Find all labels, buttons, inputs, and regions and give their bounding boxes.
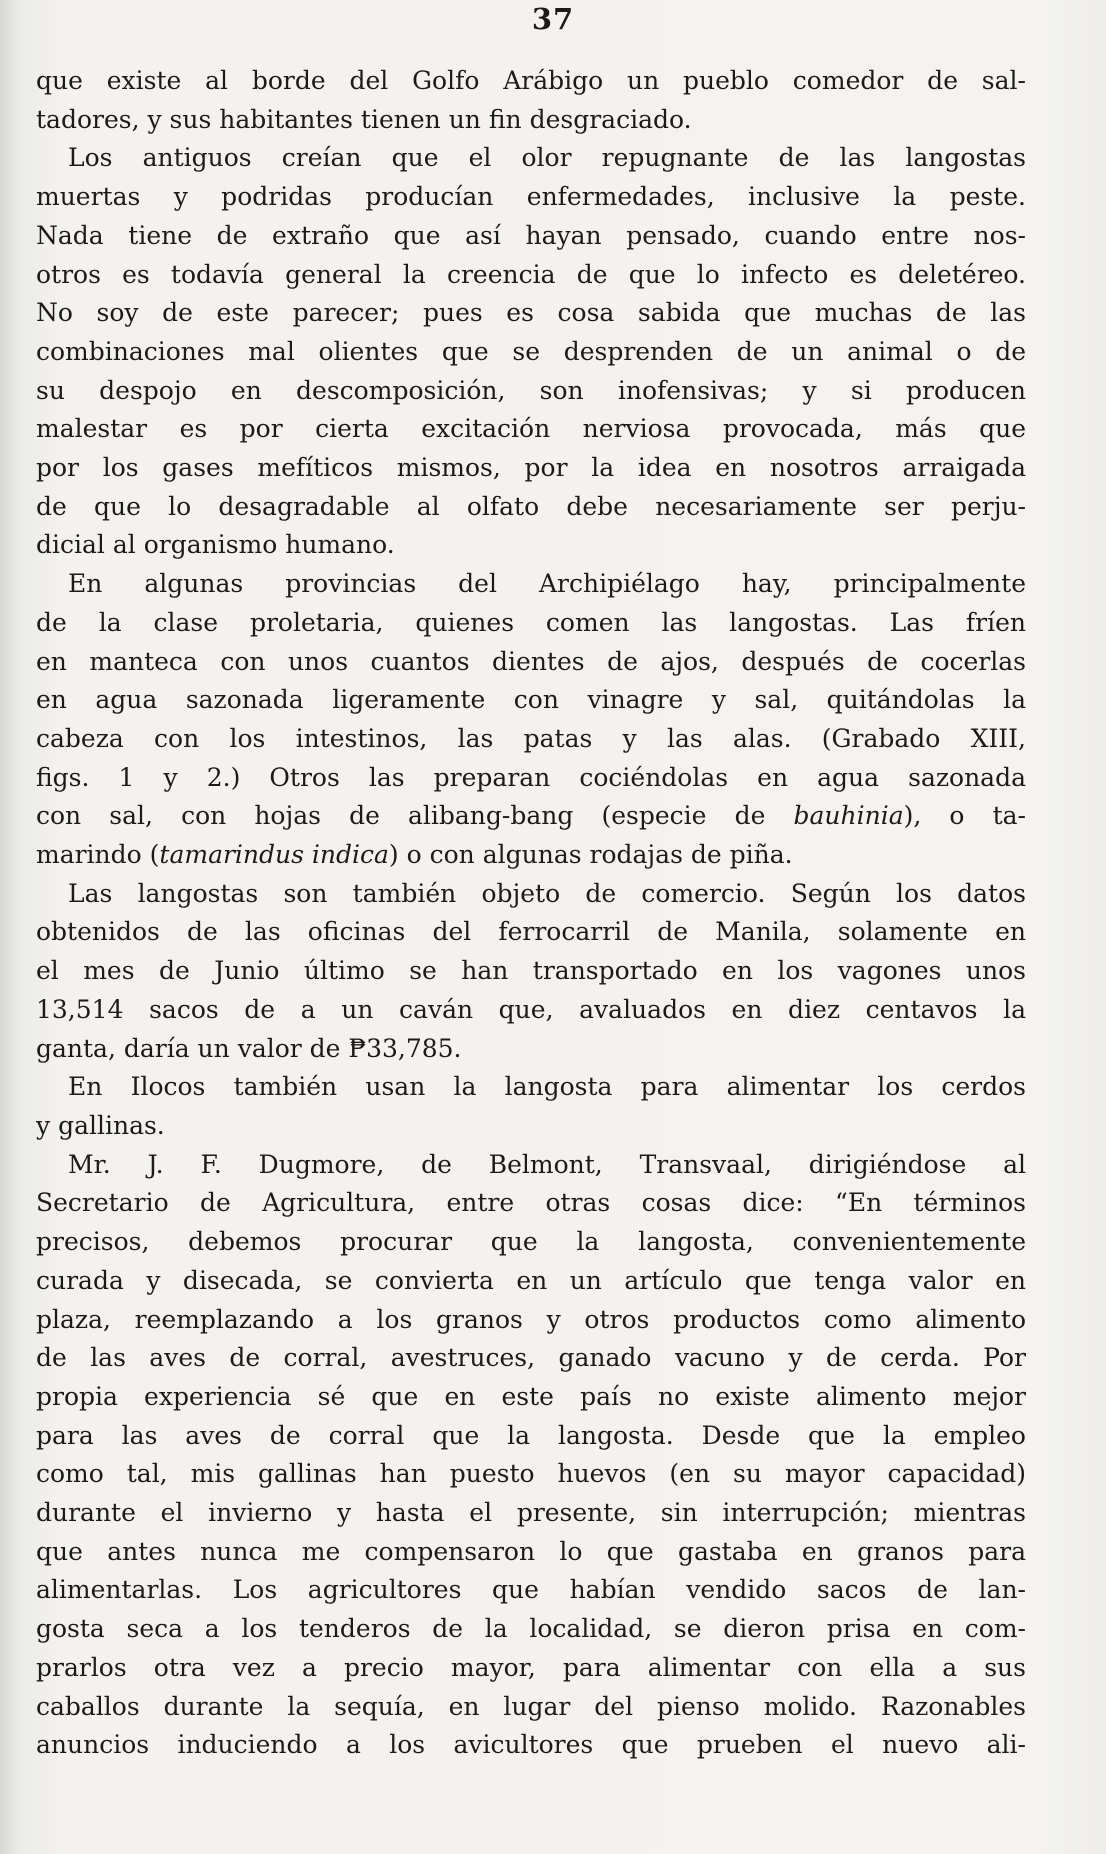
text-line-content: el mes de Junio último se han transportado en los vagones unos: [36, 956, 1026, 986]
text-line-content: otros es todavía general la creencia de que lo infecto es deletéreo.: [36, 259, 1026, 289]
text-line: [36, 643, 1026, 682]
italic-term: tamarindus indica: [159, 840, 389, 870]
text-line: [36, 565, 1026, 604]
text-line: [36, 836, 1026, 875]
text-line: [36, 1726, 1026, 1765]
text-line-content: marindo (: [36, 840, 160, 870]
text-line: [36, 1262, 1026, 1301]
text-line: [36, 604, 1026, 643]
body-text: [36, 62, 1026, 1765]
text-line: [36, 991, 1026, 1030]
text-line: [36, 1068, 1026, 1107]
text-line-content: En Ilocos también usan la langosta para alimentar los cerdos: [68, 1072, 1026, 1102]
text-line-content: tadores, y sus habitantes tienen un fin desgraciado.: [36, 104, 692, 134]
text-line-content: anuncios induciendo a los avicultores que prueben el nuevo ali-: [36, 1730, 1026, 1760]
text-line-content: Mr. J. F. Dugmore, de Belmont, Transvaal, dirigiéndose al: [68, 1149, 1026, 1179]
text-line-content: dicial al organismo humano.: [36, 530, 395, 560]
text-line-content: que antes nunca me compensaron lo que gastaba en granos para: [36, 1536, 1026, 1566]
text-line: [36, 720, 1026, 759]
text-line: [36, 1571, 1026, 1610]
text-line-content: plaza, reemplazando a los granos y otros productos como alimento: [36, 1304, 1026, 1334]
text-line: [36, 1494, 1026, 1533]
text-line: [36, 1688, 1026, 1727]
page-number: 37: [531, 2, 575, 36]
text-line: [36, 1378, 1026, 1417]
text-line: [36, 217, 1026, 256]
text-line: [36, 1533, 1026, 1572]
text-line-content: que existe al borde del Golfo Arábigo un pueblo comedor de sal-: [36, 66, 1026, 95]
text-line: [36, 1223, 1026, 1262]
text-line-content: obtenidos de las oficinas del ferrocarril de Manila, solamente en: [36, 917, 1026, 947]
text-line: [36, 139, 1026, 178]
text-line-content: cabeza con los intestinos, las patas y las alas. (Grabado XIII,: [36, 723, 1026, 753]
text-line: [36, 797, 1026, 836]
text-line-content: 13,514 sacos de a un caván que, avaluados en diez centavos la: [36, 994, 1026, 1024]
text-line: [36, 1107, 1026, 1146]
text-line-content: precisos, debemos procurar que la langosta, convenientemente: [36, 1227, 1026, 1257]
text-line: [36, 875, 1026, 914]
text-line: [36, 952, 1026, 991]
text-line-continuation: ), o ta-: [903, 801, 1026, 831]
text-line: [36, 101, 1026, 140]
text-line: [36, 62, 1026, 101]
text-line-content: prarlos otra vez a precio mayor, para alimentar con ella a sus: [36, 1652, 1026, 1682]
text-line: [36, 913, 1026, 952]
text-line-content: con sal, con hojas de alibang-bang (especie de: [36, 801, 794, 831]
text-line-content: alimentarlas. Los agricultores que habían vendido sacos de lan-: [36, 1575, 1026, 1605]
text-line: [36, 1030, 1026, 1069]
text-line-content: ganta, daría un valor de ₱33,785.: [36, 1033, 462, 1063]
text-line: [36, 178, 1026, 217]
text-line: [36, 449, 1026, 488]
text-line-content: caballos durante la sequía, en lugar del pienso molido. Razonables: [36, 1691, 1026, 1721]
text-line-content: Secretario de Agricultura, entre otras cosas dice: “En términos: [36, 1188, 1026, 1218]
text-line: [36, 333, 1026, 372]
text-line-content: de las aves de corral, avestruces, ganado vacuno y de cerda. Por: [36, 1343, 1026, 1373]
text-line: [36, 759, 1026, 798]
text-line: [36, 294, 1026, 333]
text-line: [36, 1649, 1026, 1688]
text-line: [36, 1610, 1026, 1649]
text-line-content: Nada tiene de extraño que así hayan pensado, cuando entre nos-: [36, 220, 1026, 250]
text-line: [36, 410, 1026, 449]
text-line-content: en agua sazonada ligeramente con vinagre y sal, quitándolas la: [36, 685, 1026, 715]
text-line-content: curada y disecada, se convierta en un artículo que tenga valor en: [36, 1265, 1026, 1295]
text-line-content: combinaciones mal olientes que se desprenden de un animal o de: [36, 336, 1026, 366]
text-line-content: Las langostas son también objeto de comercio. Según los datos: [68, 878, 1026, 908]
italic-term: bauhinia: [793, 801, 904, 831]
text-line: [36, 1455, 1026, 1494]
text-line-content: Los antiguos creían que el olor repugnante de las langostas: [68, 143, 1026, 173]
text-line: [36, 681, 1026, 720]
text-line: [36, 1339, 1026, 1378]
text-line-content: en manteca con unos cuantos dientes de ajos, después de cocerlas: [36, 646, 1026, 676]
text-line-content: propia experiencia sé que en este país no existe alimento mejor: [36, 1381, 1026, 1411]
text-line-content: figs. 1 y 2.) Otros las preparan cociéndolas en agua sazonada: [36, 762, 1026, 792]
text-line: [36, 372, 1026, 411]
text-line-continuation: ) o con algunas rodajas de piña.: [388, 840, 793, 870]
text-line-content: de la clase proletaria, quienes comen las langostas. Las fríen: [36, 607, 1026, 637]
text-line: [36, 1301, 1026, 1340]
text-line-content: como tal, mis gallinas han puesto huevos (en su mayor capacidad): [36, 1459, 1026, 1489]
text-line: [36, 1417, 1026, 1456]
text-line-content: durante el invierno y hasta el presente, sin interrupción; mientras: [36, 1498, 1026, 1528]
text-line-content: No soy de este parecer; pues es cosa sabida que muchas de las: [36, 298, 1026, 328]
text-line: [36, 526, 1026, 565]
text-line: [36, 1146, 1026, 1185]
text-line-content: su despojo en descomposición, son inofensivas; y si producen: [36, 375, 1026, 405]
text-line-content: malestar es por cierta excitación nerviosa provocada, más que: [36, 414, 1026, 444]
text-line-content: muertas y podridas producían enfermedades, inclusive la peste.: [36, 182, 1026, 212]
text-line-content: de que lo desagradable al olfato debe necesariamente ser perju-: [36, 491, 1026, 521]
text-line: [36, 1184, 1026, 1223]
text-line: [36, 488, 1026, 527]
text-line-content: para las aves de corral que la langosta. Desde que la empleo: [36, 1420, 1026, 1450]
text-line-content: y gallinas.: [36, 1110, 165, 1140]
text-line-content: En algunas provincias del Archipiélago hay, principalmente: [68, 569, 1026, 599]
text-line-content: por los gases mefíticos mismos, por la idea en nosotros arraigada: [36, 453, 1026, 483]
text-line: [36, 256, 1026, 295]
text-line-content: gosta seca a los tenderos de la localidad, se dieron prisa en com-: [36, 1614, 1026, 1644]
